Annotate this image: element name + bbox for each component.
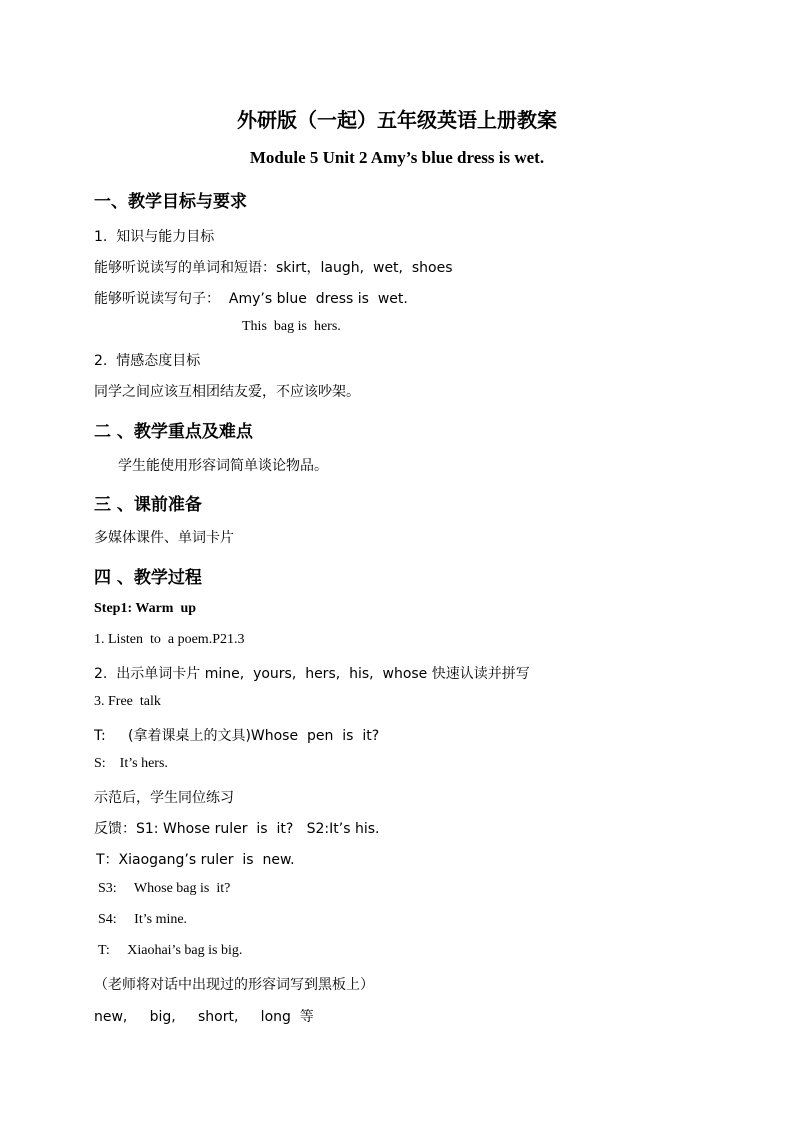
text-line: S3: Whose bag is it? (98, 881, 231, 896)
text-line: 能够听说读写句子： Amy’s blue dress is wet. (94, 291, 408, 307)
text-line: new, big, short, long 等 (94, 1009, 314, 1025)
step-heading: Step1: Warm up (94, 601, 197, 616)
text-line: 学生能使用形容词简单谈论物品。 (118, 458, 328, 474)
section-heading: 二 、教学重点及难点 (94, 422, 253, 442)
text-line: 1. Listen to a poem.P21.3 (94, 632, 245, 647)
subsection-heading: 2. 情感态度目标 (94, 353, 201, 369)
text-line: T：Xiaogang’s ruler is new. (96, 852, 295, 868)
text-line: 能够听说读写的单词和短语：skirt，laugh, wet, shoes (94, 260, 453, 276)
text-line: S4: It’s mine. (98, 912, 188, 927)
text-line: S: It’s hers. (94, 756, 168, 771)
text-line: T: (拿着课桌上的文具)Whose pen is it? (94, 728, 380, 744)
text-line: 反馈：S1: Whose ruler is it? S2:It’s his. (94, 821, 380, 837)
text-line: 多媒体课件、单词卡片 (94, 530, 234, 546)
section-heading: 四 、教学过程 (94, 568, 202, 588)
document-title: 外研版（一起）五年级英语上册教案 (237, 108, 557, 132)
subsection-heading: 1. 知识与能力目标 (94, 229, 215, 245)
text-line: 示范后，学生同位练习 (94, 790, 234, 806)
text-line: 3. Free talk (94, 694, 161, 709)
section-heading: 三 、课前准备 (94, 495, 202, 515)
document-subtitle: Module 5 Unit 2 Amy’s blue dress is wet. (249, 148, 545, 167)
text-line: T: Xiaohai’s bag is big. (98, 943, 243, 958)
text-line: 2. 出示单词卡片 mine, yours, hers, his, whose 快速认读并拼写 (94, 666, 530, 682)
text-line: （老师将对话中出现过的形容词写到黑板上） (94, 977, 374, 993)
text-line: This bag is hers. (242, 319, 341, 334)
section-heading: 一、教学目标与要求 (94, 192, 247, 212)
text-line: 同学之间应该互相团结友爱，不应该吵架。 (94, 384, 360, 400)
